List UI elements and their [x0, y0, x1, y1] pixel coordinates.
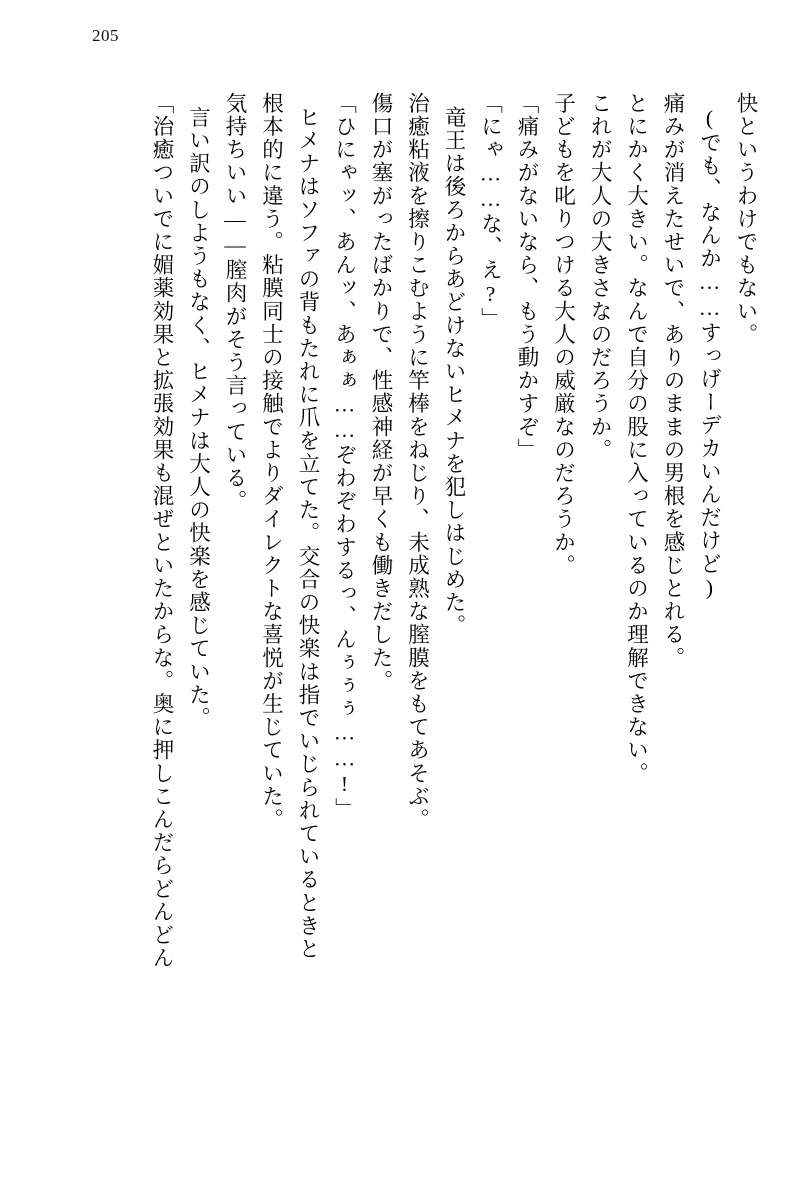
text-line: 「ひにゃッ、あんッ、あぁぁ……ぞわぞわするっ、んぅぅぅ……!」 — [332, 92, 357, 821]
text-line: 「にゃ……な、え?」 — [478, 92, 503, 331]
text-line: 竜王は後ろからあどけないヒメナを犯しはじめた。 — [442, 106, 466, 638]
text-line: 根本的に違う。粘膜同士の接触でよりダイレクトな喜悦が生じていた。 — [259, 92, 284, 832]
text-line: 気持ちいい——膣肉がそう言っている。 — [223, 92, 247, 513]
text-line: (でも、なんか……すっげーデカいんだけど) — [697, 106, 722, 602]
vertical-text-body — [44, 92, 756, 1160]
text-line: 言い訳のしようもなく、ヒメナは大人の快楽を感じていた。 — [186, 106, 211, 730]
page-number: 205 — [92, 26, 119, 45]
text-line: これが大人の大きさなのだろうか。 — [588, 92, 612, 462]
text-line: 子どもを叱りつける大人の威厳なのだろうか。 — [551, 92, 576, 578]
text-line: 治癒粘液を擦りこむように竿棒をねじり、未成熟な膣膜をもてあそぶ。 — [405, 92, 430, 832]
text-line: 「治癒ついでに媚薬効果と拡張効果も混ぜといたからな。奥に押しこんだらどんどん — [150, 92, 174, 970]
text-line: 「痛みがないなら、もう動かすぞ」 — [515, 92, 539, 462]
text-line: ヒメナはソファの背もたれに爪を立てた。交合の快楽は指でいじられているときと — [296, 106, 320, 961]
text-line: とにかく大きい。なんで自分の股に入っているのか理解できない。 — [624, 92, 649, 785]
text-line: 傷口が塞がったばかりで、性感神経が早くも働きだした。 — [369, 92, 393, 693]
text-line: 快というわけでもない。 — [734, 92, 758, 347]
text-line: 痛みが消えたせいで、ありのままの男根を感じとれる。 — [661, 92, 685, 670]
